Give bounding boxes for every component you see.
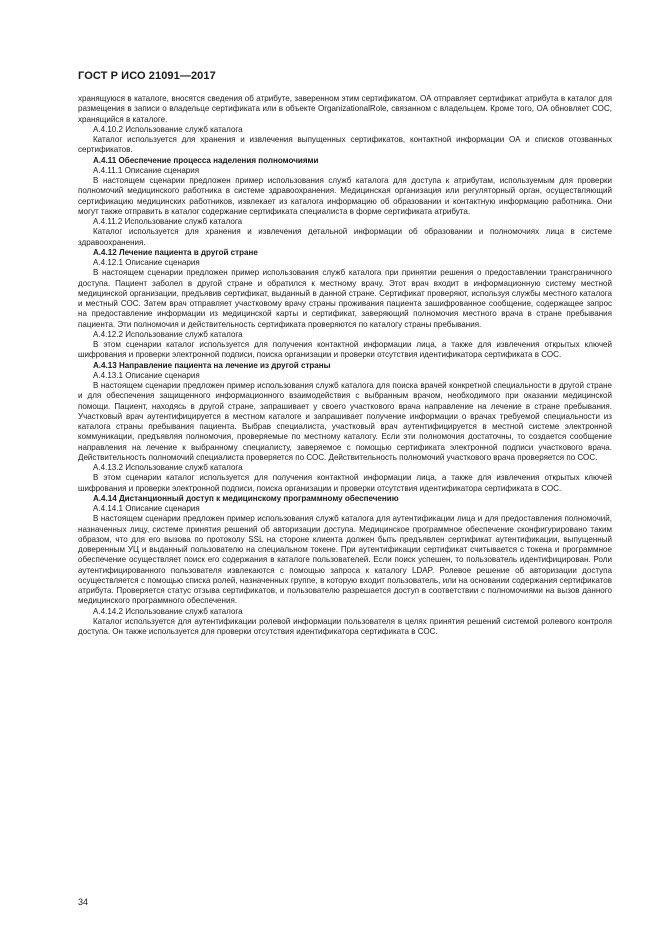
page-number: 34: [78, 897, 89, 907]
subsection-heading: А.4.12.1 Описание сценария: [93, 258, 200, 267]
subsection-heading: А.4.10.2 Использование служб каталога: [93, 124, 243, 134]
subsection-heading: А.4.13.2 Использование служб каталога: [93, 463, 243, 472]
subsection-heading: А.4.12.2 Использование служб каталога: [93, 329, 243, 339]
subsection-heading: А.4.11.1 Описание сценария: [93, 165, 200, 175]
subsection-heading: А.4.14.2 Использование служб каталога: [93, 606, 243, 616]
document-body: [78, 94, 612, 637]
paragraph: В настоящем сценарии предложен пример использования служб каталога для аутентификации лица и для предоставления полномочий, назначенных лицу, системе принятия решений об авторизации доступа. Медицинское программное обеспечение сконфигурировано таким образом, что для его вызова по протоколу SSL на стороне клиента должен быть предъявлен сертификат аутентификации, выпущенный доверенным УЦ и выданный пользователю на специальном токене. При аутентификации сертификат считывается с токена и программное обеспечение осуществляет поиск его содержания в каталоге пользователей. Если поиск успешен, то пользователь идентифицирован. Роли аутентифицированного пользователя извлекаются с помощью запроса к каталогу LDAP. Ролевое решение об авторизации доступа осуществляется с помощью списка ролей, назначенных группе, в которую входит пользователь, или на основании содержания сертификатов атрибута. Проверяется статус отзыва сертификатов, и пользователю разрешается доступ в соответствии с полномочиями на вызов данного медицинского программного обеспечения.: [78, 514, 612, 606]
paragraph: Каталог используется для хранения и извлечения детальной информации об образовании и полномочиях лица в системе здравоохранения.: [78, 227, 612, 247]
section-heading: А.4.13 Направление пациента на лечение из другой страны: [93, 360, 331, 370]
paragraph: В этом сценарии каталог используется для получения контактной информации лица, а также для извлечения открытых ключей шифрования и проверки электронной подписи, поиска организации и проверки отсутствия идентификатора сертификата в СОС.: [78, 473, 612, 493]
paragraph: В этом сценарии каталог используется для получения контактной информации лица, а также для извлечения открытых ключей шифрования и проверки электронной подписи, поиска организации и проверки отсутствия идентификатора сертификата в СОС.: [78, 340, 612, 360]
paragraph: Каталог используется для аутентификации ролевой информации пользователя в целях принятия решений системой ролевого контроля доступа. Он также используется для проверки отсутствия идентификатора сертификата в СОС.: [78, 616, 612, 636]
paragraph: хранящуюся в каталоге, вносятся сведения об атрибуте, заверенном этим сертификатом. ОА отправляет сертификат атрибута в каталог для размещения в записи о владельце сертификата или в объекте OrganizationalRole, связанном с владельцем. Кроме того, ОА обновляет СОС, хранящийся в каталоге.: [78, 94, 612, 124]
subsection-heading: А.4.11.2 Использование служб каталога: [93, 217, 243, 226]
page-header-title: ГОСТ Р ИСО 21091—2017: [78, 70, 216, 82]
paragraph: В настоящем сценарии предложен пример использования служб каталога для поиска врачей конкретной специальности в другой стране и для обеспечения защищенного информационного взаимодействия с выбранным врачом, необходимого при оказании медицинской помощи. Пациент, находясь в другой стране, запрашивает у своего участкового врача направление на лечение в стране пребывания. Участковый врач аутентифицируется в местном каталоге и запрашивает получение информации о врачах требуемой специальности из каталога страны пребывания пациента. Выбрав специалиста, участковый врач аутентифицируется в местной системе электронной коммуникации, предъявляя полномочия, проверяемые по местному каталогу. Если эти полномочия достаточны, то создается сообщение направления на лечение к выбранному специалисту, заверяемое с помощью сертификата электронной подписи участкового врача. Действительность полномочий специалиста проверяется по СОС. Действительность полномочий участкового врача проверяется по СОС.: [78, 381, 612, 462]
section-heading: А.4.14 Дистанционный доступ к медицинскому программному обеспечению: [93, 493, 399, 503]
paragraph: В настоящем сценарии предложен пример использования служб каталога для доступа к атрибутам, используемым для проверки полномочий медицинского работника в системе здравоохранения. Медицинская организация или регуляторный орган, осуществляющий сертификацию медицинских работников, извлекает из каталога информацию об образовании и контактную информацию работника. Они могут также отправить в каталог содержание сертификата специалиста в форме сертификата атрибута.: [78, 176, 612, 216]
section-heading: А.4.11 Обеспечение процесса наделения полномочиями: [93, 155, 319, 165]
subsection-heading: А.4.14.1 Описание сценария: [93, 504, 200, 513]
paragraph: В настоящем сценарии предложен пример использования служб каталога при принятии решения о предоставлении трансграничного доступа. Пациент заболел в другой стране и обратился к местному врачу. Этот врач входит в информационную систему местной медицинской организации, предъявив сертификат, выданный в данной стране. Сертификат проверяют, используя службы местного каталога и местный СОС. Затем врач отправляет участковому врачу страны проживания пациента зашифрованное сообщение, содержащее запрос на предоставление информации из медицинской карты и сертификат, заверяющий полномочия местного врача в стране пребывания пациента. Эти полномочия и действительность сертификата проверяются по каталогу страны пребывания.: [78, 268, 612, 329]
section-heading: А.4.12 Лечение пациента в другой стране: [93, 247, 258, 257]
subsection-heading: А.4.13.1 Описание сценария: [93, 370, 200, 380]
paragraph: Каталог используется для хранения и извлечения выпущенных сертификатов, контактной информации ОА и списков отозванных сертификатов.: [78, 135, 612, 155]
